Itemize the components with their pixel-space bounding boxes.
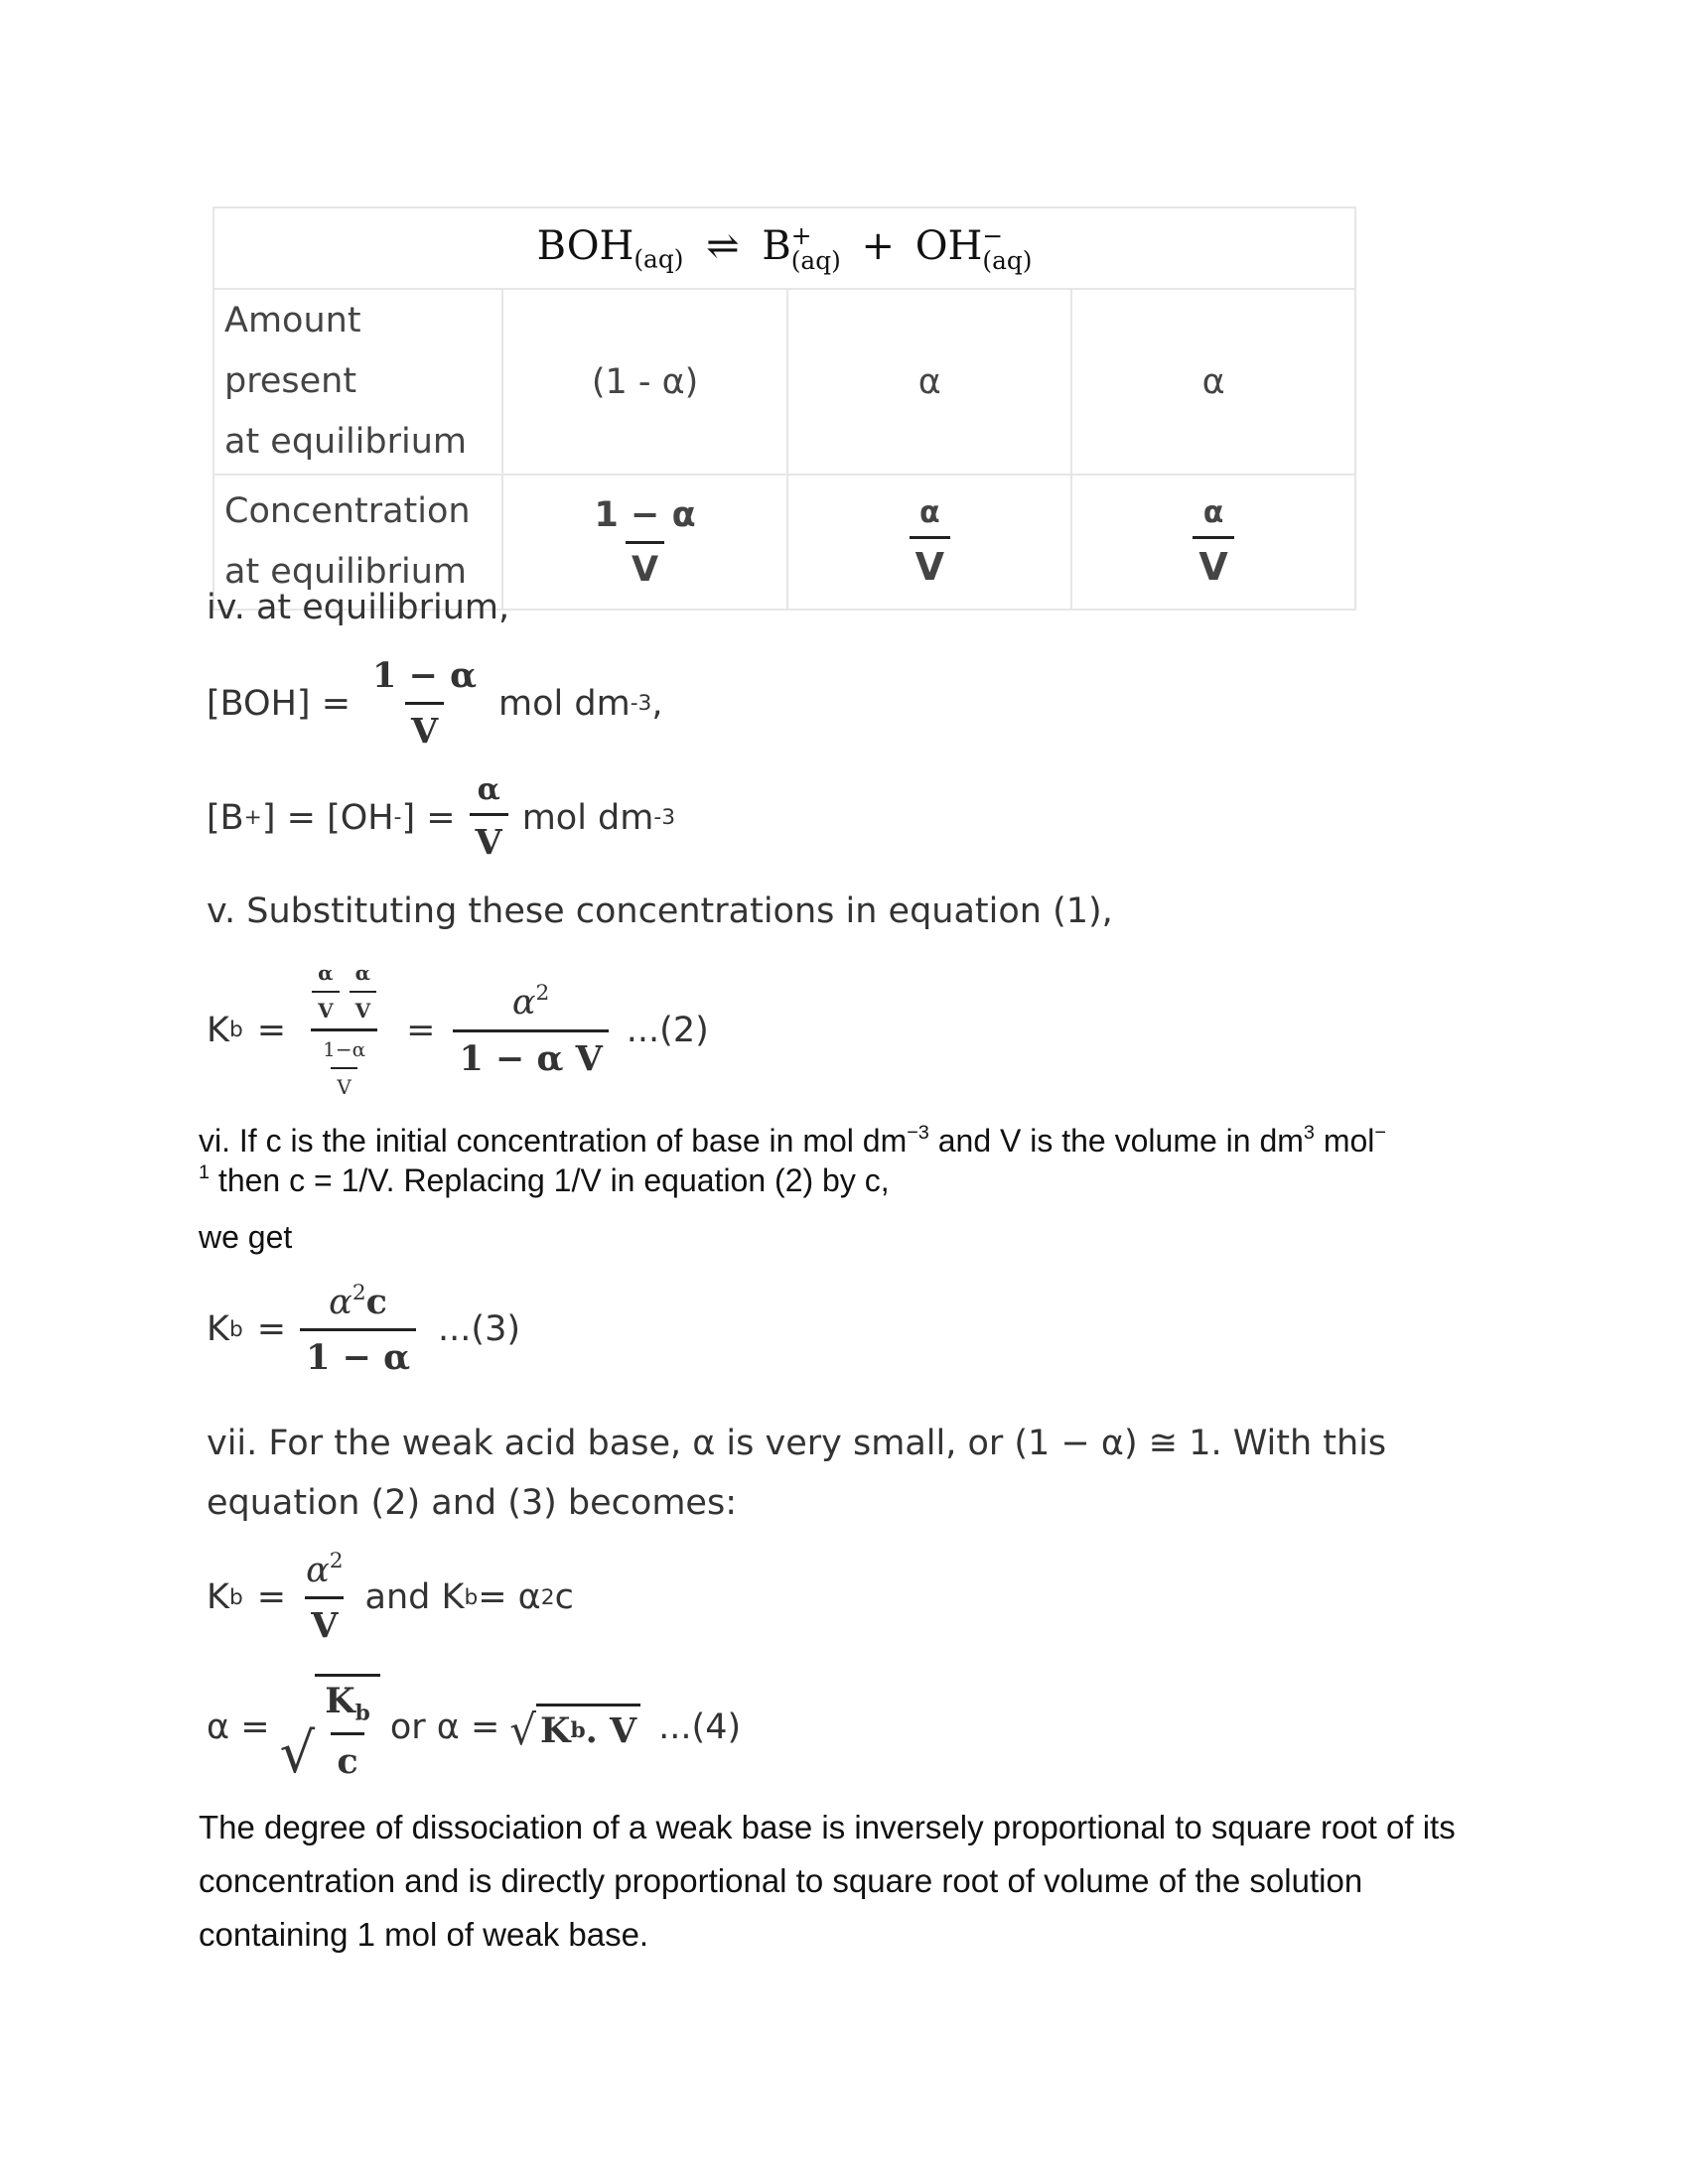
step-vi-line3: we get (199, 1219, 293, 1255)
conclusion-line3: containing 1 mol of weak base. (199, 1916, 649, 1953)
table-cell: α (1071, 289, 1355, 475)
alpha-equation-4: α = √ $\frac{K_b}{c}$ or α = √ K b . V ...(4) (207, 1674, 741, 1782)
table-cell: (1 - α) (502, 289, 788, 475)
kb-equation-3: K b = $\frac{\alpha^2c}{1 - \alpha}$ ...(3) (207, 1281, 521, 1379)
conclusion-line2: concentration and is directly proportional to square root of volume of the solution (199, 1862, 1363, 1899)
kb-simplified-equation: K b = $\frac{\alpha^2}{V}$ and K b = α 2 c (207, 1549, 574, 1647)
table-cell (1071, 475, 1355, 610)
fraction: $\frac{\alpha}{V}$ (910, 495, 950, 589)
step-vii-line1: vii. For the weak acid base, α is very small, or (1 − α) ≅ 1. With this (207, 1424, 1387, 1463)
square-root: √ K b . V (509, 1704, 640, 1751)
row-label: Amount present at equilibrium (213, 289, 502, 475)
table-cell: α (787, 289, 1071, 475)
conclusion-line1: The degree of dissociation of a weak base is inversely proportional to square root of its (199, 1809, 1456, 1845)
fraction: $\frac{\alpha}{V}$ (1193, 495, 1233, 589)
step-v-heading: v. Substituting these concentrations in equation (1), (207, 891, 1113, 931)
fraction: $\frac{\alpha^2c}{1 - \alpha}$ (300, 1281, 416, 1378)
kb-equation-2: K b = $\frac{\alpha}{V}$ $\frac{\alpha}{V}$ $\frac{1-\alpha}{V}$ = $\frac{\alpha^2}{\text{1 − α V}}$ ...(2) (207, 961, 709, 1099)
fraction: $\frac{\alpha}{V}$ (470, 772, 508, 863)
fraction: $\frac{1 - \alpha}{V}$ (372, 655, 478, 751)
step-vi-line1: vi. If c is the initial concentration of base in mol $dm^{-3}$ and V is the volume in $dm^3$ mol− (199, 1122, 1386, 1159)
step-vii-line2: equation (2) and (3) becomes: (207, 1483, 737, 1523)
boh-equation: [BOH] = $\frac{1 - \alpha}{V}$ mol dm -3 , (207, 655, 663, 751)
fraction: $\frac{1 - \alpha}{V}$ (594, 494, 696, 590)
row-label: Concentration at equilibrium (213, 475, 502, 610)
square-root: √ $\frac{K_b}{c}$ (280, 1674, 380, 1782)
step-vi-line2: $^1$ then c = 1/V. Replacing 1/V in equation (2) by c, (199, 1161, 890, 1198)
fraction: $\frac{\alpha^2}{\text{1 − α V}}$ (453, 981, 608, 1078)
reaction-equation: $BOH_{(aq)}$ ⇌ B + (aq) + OH − (aq) (213, 207, 1355, 289)
table-row (213, 289, 1355, 475)
equilibrium-table (212, 206, 1356, 611)
table-cell (502, 475, 788, 610)
fraction: $\frac{\alpha^2}{V}$ (306, 1549, 344, 1647)
step-iv-heading: iv. at equilibrium, (207, 588, 510, 627)
compound-fraction: $\frac{\alpha}{V}$ $\frac{\alpha}{V}$ $\frac{1-\alpha}{V}$ (306, 961, 382, 1099)
table-header-row (213, 207, 1355, 289)
ion-concentration-equation: [B + ] = [OH - ] = $\frac{\alpha}{V}$ mol dm -3 (207, 772, 675, 863)
table-cell (787, 475, 1071, 610)
